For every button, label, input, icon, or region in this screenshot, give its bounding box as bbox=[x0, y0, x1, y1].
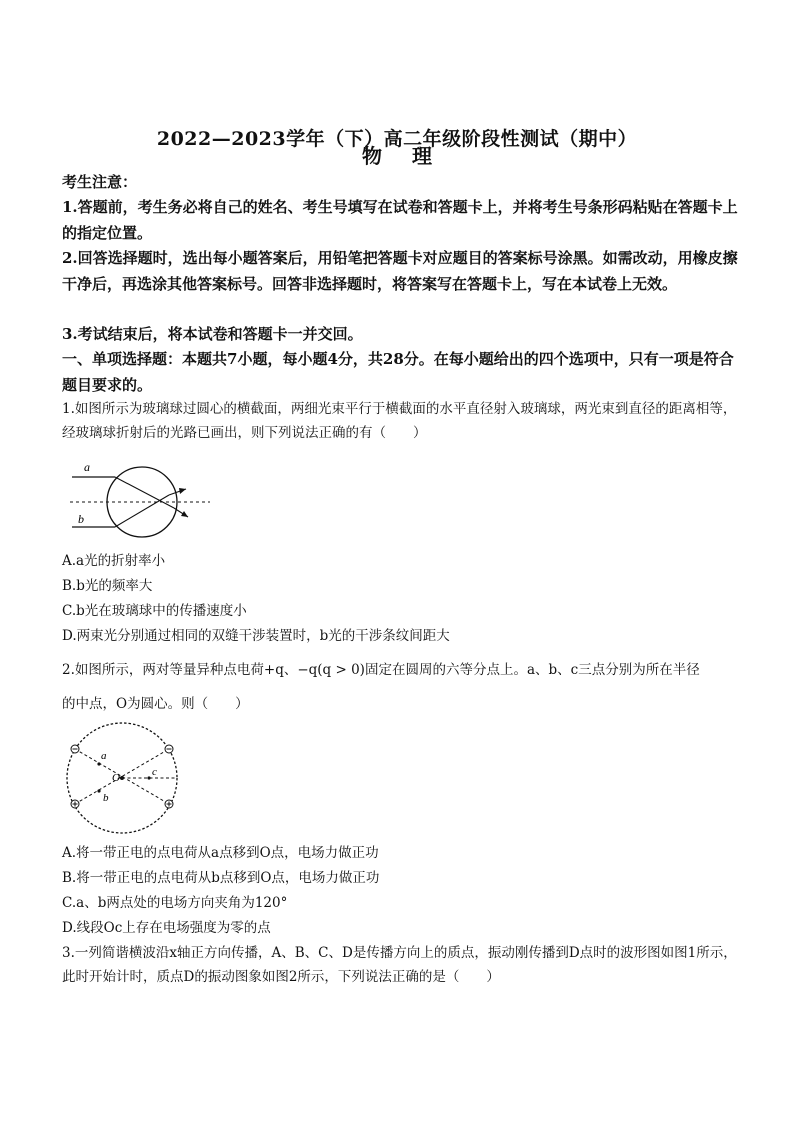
q1-glass-sphere-figure bbox=[62, 455, 222, 545]
negative-charge-top-right bbox=[165, 745, 173, 753]
label-center-o: O bbox=[112, 772, 120, 784]
q2-option-d: D.线段Oc上存在电场强度为零的点 bbox=[62, 920, 271, 936]
positive-charge-bottom-left bbox=[71, 800, 79, 808]
notice-item-3: 3.考试结束后，将本试卷和答题卡一并交回。 bbox=[62, 325, 363, 343]
q2-option-c: C.a、b两点处的电场方向夹角为120° bbox=[62, 895, 288, 911]
q2-stem-line-1: 2.如图所示，两对等量异种点电荷+q、−q(q > 0)固定在圆周的六等分点上。a、b、c三点分别为所在半径 bbox=[62, 662, 700, 678]
q2-stem-line-2: 的中点，O为圆心。则（ ） bbox=[62, 696, 249, 712]
subject-title: 物理 bbox=[362, 144, 462, 168]
q3-stem: 3.一列简谐横波沿x轴正方向传播，A、B、C、D是传播方向上的质点，振动刚传播到D点时的波形图如图1所示，此时开始计时，质点D的振动图象如图2所示，下列说法正确的是（ ） bbox=[62, 945, 737, 985]
ray-b-arrow bbox=[179, 488, 186, 494]
notice-item-1: 1.答题前，考生务必将自己的姓名、考生号填写在试卷和答题卡上，并将考生号条形码粘贴在答题卡上的指定位置。 bbox=[62, 198, 738, 242]
section-1-heading: 一、单项选择题：本题共7小题，每小题4分，共28分。在每小题给出的四个选项中，只有一项是符合题目要求的。 bbox=[62, 350, 734, 394]
q1-option-c: C.b光在玻璃球中的传播速度小 bbox=[62, 603, 247, 619]
notice-heading: 考生注意： bbox=[62, 173, 138, 191]
q1-option-b: B.b光的频率大 bbox=[62, 578, 153, 594]
center-point-o bbox=[120, 776, 124, 780]
q2-option-b: B.将一带正电的点电荷从b点移到O点，电场力做正功 bbox=[62, 870, 380, 886]
label-a: a bbox=[84, 460, 90, 474]
ray-a-arrow bbox=[181, 511, 188, 517]
q2-option-a: A.将一带正电的点电荷从a点移到O点，电场力做正功 bbox=[62, 845, 379, 861]
label-point-c: c bbox=[152, 766, 157, 778]
negative-charge-top-left bbox=[71, 745, 79, 753]
positive-charge-bottom-right bbox=[165, 800, 173, 808]
ray-a-refracted bbox=[115, 477, 174, 508]
point-b bbox=[97, 789, 100, 792]
point-c bbox=[147, 776, 150, 779]
point-a bbox=[97, 762, 100, 765]
q1-stem: 1.如图所示为玻璃球过圆心的横截面，两细光束平行于横截面的水平直径射入玻璃球，两光束到直径的距离相等，经玻璃球折射后的光路已画出，则下列说法正确的有（ ） bbox=[62, 401, 737, 441]
ray-b-refracted bbox=[115, 495, 169, 527]
q1-option-a: A.a光的折射率小 bbox=[62, 553, 166, 569]
notice-item-2: 2.回答选择题时，选出每小题答案后，用铅笔把答题卡对应题目的答案标号涂黑。如需改动，用橡皮擦干净后，再选涂其他答案标号。回答非选择题时，将答案写在答题卡上，写在本试卷上无效。 bbox=[62, 249, 738, 293]
exam-title: 2022—2023学年（下）高二年级阶段性测试（期中） bbox=[156, 128, 638, 150]
label-point-b: b bbox=[103, 792, 109, 804]
label-b: b bbox=[78, 512, 84, 526]
q2-charges-circle-figure bbox=[62, 718, 192, 840]
q1-option-d: D.两束光分别通过相同的双缝干涉装置时，b光的干涉条纹间距大 bbox=[62, 628, 450, 644]
label-point-a: a bbox=[101, 750, 107, 762]
